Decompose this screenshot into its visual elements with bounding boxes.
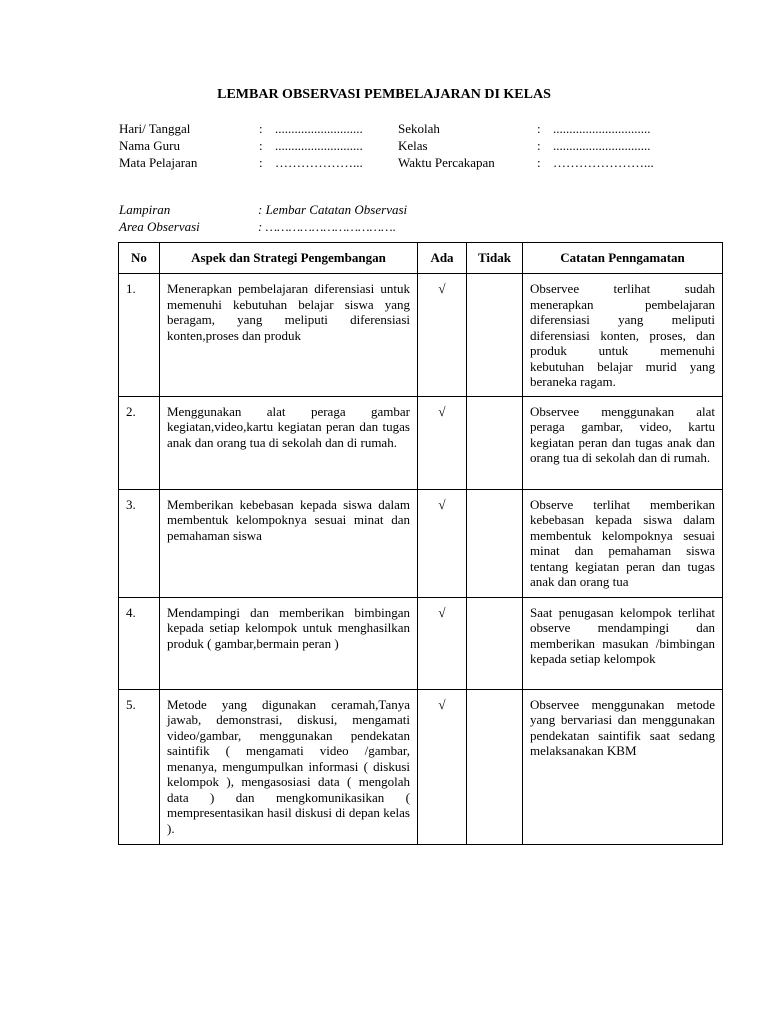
area-label: Area Observasi — [119, 219, 200, 234]
row-aspek: Metode yang digunakan ceramah,Tanya jawab, demonstrasi, diskusi, mengamati video/gambar, menggunakan pendekatan saintifik ( mengamati video /gambar, menanya, mengumpulkan informasi ( diskusi kelompok ), mengasosiasi data ( mengolah data ) dan mengkomunikasikan ( mempresentasikan hasil diskusi di depan kelas ). — [160, 689, 418, 844]
page-title: LEMBAR OBSERVASI PEMBELAJARAN DI KELAS — [217, 87, 551, 102]
colon: : — [537, 155, 541, 170]
colon: : — [537, 121, 541, 136]
table-row — [119, 396, 723, 489]
row-number: 4. — [119, 597, 160, 689]
row-tidak — [467, 597, 523, 689]
mapel-label: Mata Pelajaran — [119, 155, 198, 170]
colon: : — [259, 155, 263, 170]
guru-label: Nama Guru — [119, 138, 181, 153]
row-catatan: Observee menggunakan metode yang bervariasi dan menggunakan pendekatan saintifik saat sedang melaksanakan KBM — [523, 689, 723, 844]
row-tidak — [467, 274, 523, 397]
header-catatan: Catatan Penngamatan — [523, 243, 723, 274]
row-ada-check: √ — [418, 689, 467, 844]
row-number: 5. — [119, 689, 160, 844]
row-aspek: Menerapkan pembelajaran diferensiasi untuk memenuhi kebutuhan belajar siswa yang beragam, yang meliputi diferensiasi konten,proses dan produk — [160, 274, 418, 397]
guru-value: ........................... — [275, 138, 363, 153]
row-catatan: Saat penugasan kelompok terlihat observe mendampingi dan memberikan masukan /bimbingan kepada setiap kelompok — [523, 597, 723, 689]
hari-label: Hari/ Tanggal — [119, 121, 191, 136]
row-catatan: Observee menggunakan alat peraga gambar, video, kartu kegiatan peran dan tugas anak dan orang tua di sekolah dan di rumah. — [523, 396, 723, 489]
row-number: 2. — [119, 396, 160, 489]
header-no: No — [119, 243, 160, 274]
lampiran-value: : Lembar Catatan Observasi — [258, 202, 408, 217]
table-header-row — [119, 243, 723, 274]
table-row — [119, 274, 723, 397]
colon: : — [259, 121, 263, 136]
sekolah-value: .............................. — [553, 121, 651, 136]
row-number: 3. — [119, 489, 160, 597]
row-catatan: Observee terlihat sudah menerapkan pembelajaran diferensiasi yang meliputi diferensiasi konten, proses, dan produk untuk memenuhi kebutuhan belajar murid yang beraneka ragam. — [523, 274, 723, 397]
area-value: : ……………………………. — [258, 219, 396, 234]
row-ada-check: √ — [418, 489, 467, 597]
table-row — [119, 689, 723, 844]
row-tidak — [467, 689, 523, 844]
waktu-label: Waktu Percakapan — [398, 155, 495, 170]
lampiran-label: Lampiran — [119, 202, 171, 217]
mapel-value: ………………... — [275, 155, 363, 170]
row-number: 1. — [119, 274, 160, 397]
row-aspek: Memberikan kebebasan kepada siswa dalam membentuk kelompoknya sesuai minat dan pemahaman siswa — [160, 489, 418, 597]
waktu-value: …………………... — [553, 155, 654, 170]
row-ada-check: √ — [418, 274, 467, 397]
header-aspek: Aspek dan Strategi Pengembangan — [160, 243, 418, 274]
header-tidak: Tidak — [467, 243, 523, 274]
row-ada-check: √ — [418, 597, 467, 689]
colon: : — [259, 138, 263, 153]
kelas-value: .............................. — [553, 138, 651, 153]
hari-value: ........................... — [275, 121, 363, 136]
table-row — [119, 489, 723, 597]
row-aspek: Menggunakan alat peraga gambar kegiatan,video,kartu kegiatan peran dan tugas anak dan orang tua di sekolah dan di rumah. — [160, 396, 418, 489]
row-ada-check: √ — [418, 396, 467, 489]
row-catatan: Observe terlihat memberikan kebebasan kepada siswa dalam membentuk kelompoknya sesuai minat dan pemahaman siswa tentang kegiatan peran dan tugas anak dan orang tua — [523, 489, 723, 597]
table-row — [119, 597, 723, 689]
kelas-label: Kelas — [398, 138, 428, 153]
colon: : — [537, 138, 541, 153]
header-ada: Ada — [418, 243, 467, 274]
row-tidak — [467, 396, 523, 489]
row-tidak — [467, 489, 523, 597]
sekolah-label: Sekolah — [398, 121, 440, 136]
observation-table — [118, 242, 723, 845]
row-aspek: Mendampingi dan memberikan bimbingan kepada setiap kelompok untuk menghasilkan produk ( gambar,bermain peran ) — [160, 597, 418, 689]
